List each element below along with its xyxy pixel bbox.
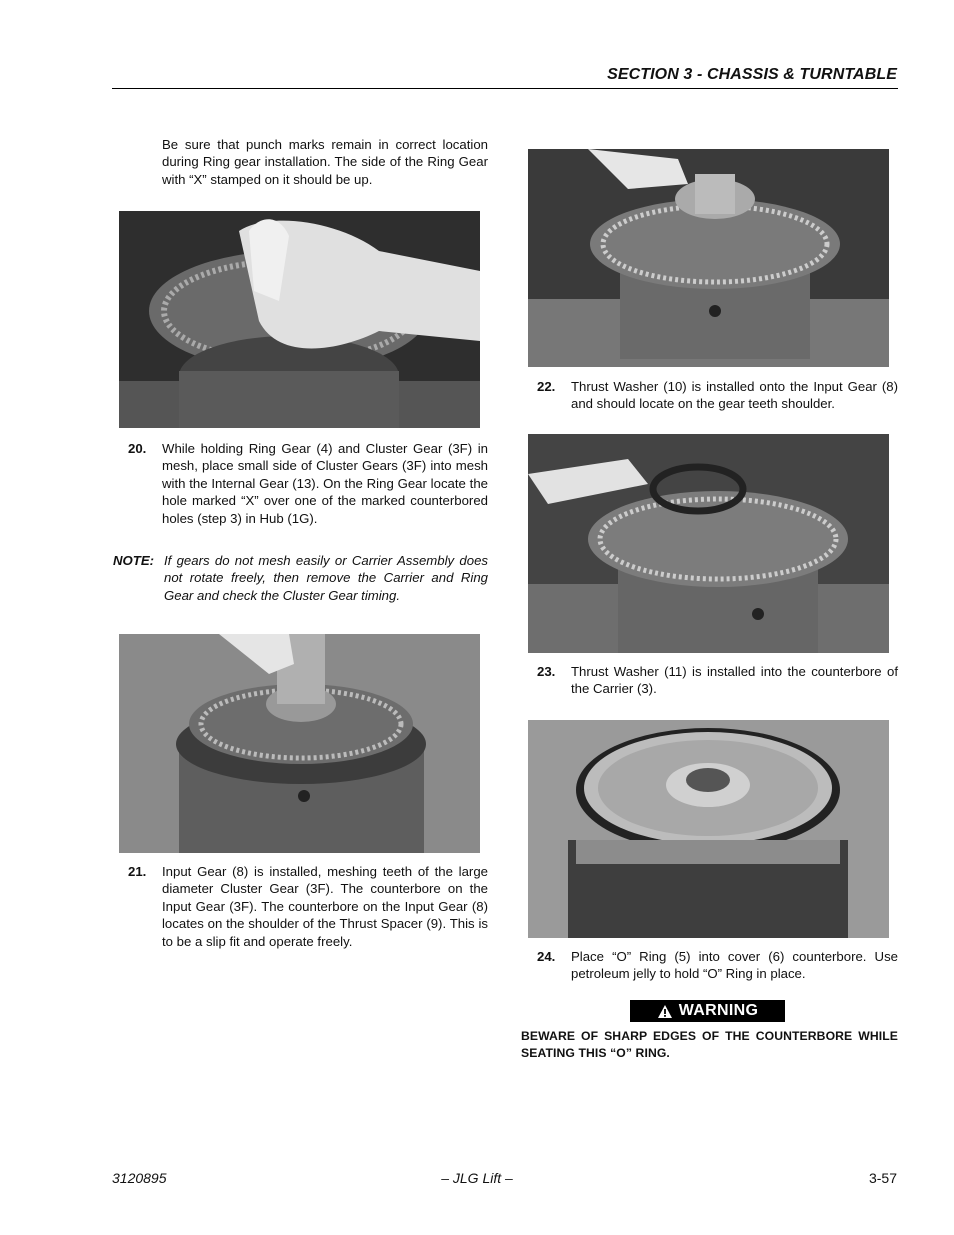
- step-text: Place “O” Ring (5) into cover (6) counterbore. Use petroleum jelly to hold “O” Ring in place.: [571, 949, 898, 982]
- footer-brand: – JLG Lift –: [441, 1170, 513, 1186]
- step-21: [128, 863, 488, 953]
- step-number: 24.: [537, 949, 556, 964]
- step-number: 22.: [537, 379, 556, 394]
- photo-thrust-washer-10: [528, 149, 889, 367]
- photo-thrust-washer-11: [528, 434, 889, 653]
- warning-triangle-icon: [657, 1004, 673, 1019]
- photo-ring-gear-installation: [119, 211, 480, 428]
- step-number: 21.: [128, 864, 147, 879]
- note-label: NOTE:: [113, 553, 155, 568]
- photo-o-ring-cover: [528, 720, 889, 938]
- section-title: SECTION 3 - CHASSIS & TURNTABLE: [607, 66, 897, 83]
- warning-label: WARNING: [678, 1002, 759, 1019]
- intro-paragraph: Be sure that punch marks remain in correct location during Ring gear installation. The side of the Ring Gear with “X” stamped on it should be up.: [162, 137, 488, 187]
- footer-doc-number: 3120895: [112, 1170, 167, 1186]
- header-rule: [112, 88, 898, 89]
- step-text: Thrust Washer (10) is installed onto the Input Gear (8) and should locate on the gear teeth shoulder.: [571, 379, 898, 412]
- step-text: Input Gear (8) is installed, meshing teeth of the large diameter Cluster Gear (3F). The counterbore on the Input Gear (3F). The counterbore on the Input Gear (8) locates on the shoulder of the Thrust Spacer (9). This is to be a slip fit and operate freely.: [162, 864, 488, 949]
- note-text: If gears do not mesh easily or Carrier Assembly does not rotate freely, then remove the Carrier and Ring Gear and check the Cluster Gear timing.: [164, 553, 488, 603]
- step-20: [128, 440, 488, 530]
- footer-page-number: 3-57: [868, 1170, 897, 1186]
- step-number: 20.: [128, 441, 147, 456]
- note-block: [113, 552, 488, 608]
- step-text: Thrust Washer (11) is installed into the counterbore of the Carrier (3).: [571, 664, 898, 697]
- photo-input-gear: [119, 634, 480, 853]
- warning-badge: [630, 1000, 785, 1022]
- step-text: While holding Ring Gear (4) and Cluster Gear (3F) in mesh, place small side of Cluster Gears (3F) into mesh with the Internal Gear (13). On the Ring Gear locate the hole marked “X” over one of the marked counterbored holes (step 3) in Hub (1G).: [162, 441, 488, 526]
- warning-text: BEWARE OF SHARP EDGES OF THE COUNTERBORE WHILE SEATING THIS “O” RING.: [521, 1029, 898, 1060]
- step-22: [537, 378, 898, 418]
- step-23: [537, 663, 898, 703]
- step-number: 23.: [537, 664, 556, 679]
- step-24: [537, 948, 898, 988]
